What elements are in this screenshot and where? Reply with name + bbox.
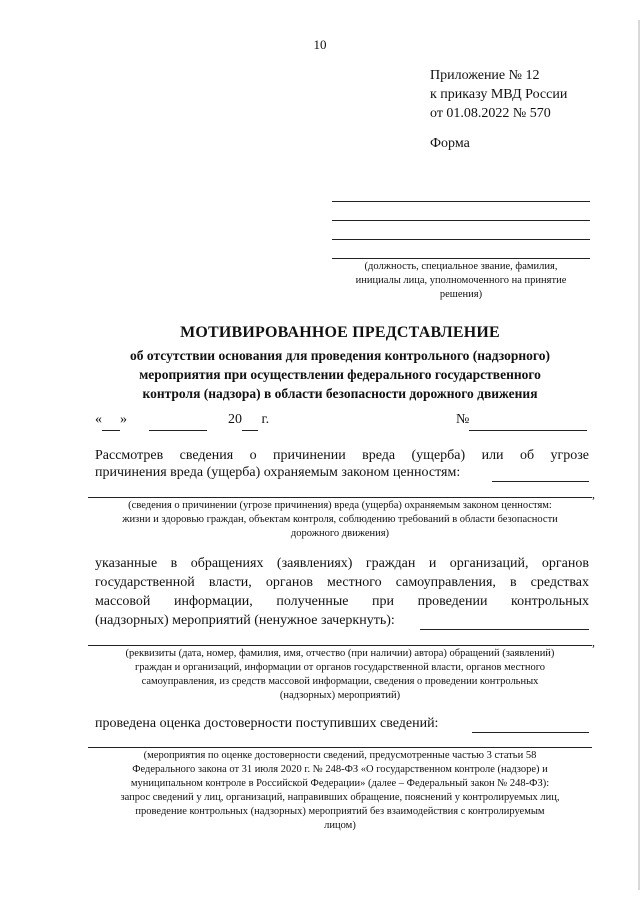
caption3-line-3: муниципальном контроле в Российской Федерации» (далее – Федеральный закон № 248-ФЗ): — [130, 778, 550, 789]
month-blank[interactable] — [149, 410, 207, 431]
caption2-line-4: (надзорных) мероприятий) — [279, 690, 401, 701]
date-field — [95, 410, 269, 431]
para2-blank[interactable] — [420, 629, 589, 630]
year-blank[interactable] — [242, 410, 258, 431]
para1-line-1: Рассмотрев сведения о причинении вреда (ущерба) или об угрозе — [95, 448, 589, 463]
addressee-line-1[interactable] — [332, 201, 590, 202]
page-number: 10 — [313, 37, 327, 52]
caption2-line-1: (реквизиты (дата, номер, фамилия, имя, отчество (при наличии) автора) обращений (заявлений) — [125, 648, 555, 659]
requisites-line[interactable] — [88, 645, 592, 646]
line-comma: , — [592, 487, 595, 501]
caption3-line-2: Федерального закона от 31 июля 2020 г. № 248-ФЗ «О государственном контроле (надзоре) и — [132, 764, 548, 775]
caption1-line-2: жизни и здоровью граждан, объектам контроля, соблюдению требований в области безопасности — [122, 514, 558, 525]
addressee-caption-line-1: (должность, специальное звание, фамилия, — [364, 261, 558, 272]
form-label: Форма — [430, 136, 470, 151]
caption3-line-4: запрос сведений у лиц, организаций, направивших обращение, пояснений у контролируемых лиц, — [120, 792, 560, 803]
caption-requisites — [76, 647, 604, 703]
appendix-header — [430, 66, 567, 123]
subtitle-line-1: об отсутствии основания для проведения контрольного (надзорного) — [130, 348, 550, 363]
caption3-line-6: лицом) — [324, 820, 356, 831]
appendix-line-3: от 01.08.2022 № 570 — [430, 106, 551, 121]
addressee-caption-line-3: решения) — [439, 289, 483, 300]
year-prefix: 20 — [228, 412, 242, 427]
appendix-line-1: Приложение № 12 — [430, 68, 540, 83]
damage-info-line[interactable] — [88, 497, 592, 498]
para3-blank[interactable] — [472, 732, 589, 733]
caption1-line-3: дорожного движения) — [290, 528, 390, 539]
para1-blank[interactable] — [492, 481, 589, 482]
caption2-line-2: граждан и организаций, информации от органов государственной власти, органов местного — [134, 662, 546, 673]
document-subtitle — [60, 346, 620, 403]
addressee-line-3[interactable] — [332, 239, 590, 240]
para2-line-2: государственной власти, органов местного самоуправления, в средствах — [95, 575, 589, 590]
addressee-line-2[interactable] — [332, 220, 590, 221]
appendix-line-2: к приказу МВД России — [430, 87, 568, 102]
para2-line-1: указанные в обращениях (заявлениях) граждан и организаций, органов — [95, 556, 589, 571]
number-sign: № — [456, 412, 470, 427]
date-close-quote: » — [120, 412, 127, 427]
caption2-line-3: самоуправления, из средств массовой информации, сведения о проведении контрольных — [141, 676, 539, 687]
date-open-quote: « — [95, 412, 102, 427]
number-blank[interactable] — [469, 410, 587, 431]
line-comma-2: , — [592, 635, 595, 649]
caption3-line-1: (мероприятия по оценке достоверности сведений, предусмотренные частью 3 статьи 58 — [143, 750, 537, 761]
para1-line-2: причинения вреда (ущерба) охраняемым законом ценностям: — [95, 465, 461, 480]
year-suffix: г. — [261, 412, 270, 427]
addressee-caption-line-2: инициалы лица, уполномоченного на принятие — [355, 275, 567, 286]
para2-line-4: (надзорных) мероприятий (ненужное зачеркнуть): — [95, 613, 395, 628]
para2-line-3: массовой информации, полученные при проведении контрольных — [95, 594, 589, 609]
day-blank[interactable] — [102, 410, 120, 431]
addressee-line-4[interactable] — [332, 258, 590, 259]
document-title: МОТИВИРОВАННОЕ ПРЕДСТАВЛЕНИЕ — [180, 324, 500, 341]
number-field — [456, 410, 587, 431]
subtitle-line-3: контроля (надзора) в области безопасности дорожного движения — [142, 386, 538, 401]
subtitle-line-2: мероприятия при осуществлении федерального государственного — [139, 367, 541, 382]
verification-line[interactable] — [88, 747, 592, 748]
caption-damage-info — [76, 499, 604, 541]
addressee-caption — [330, 260, 592, 302]
para3-text: проведена оценка достоверности поступивших сведений: — [95, 716, 439, 731]
caption1-line-1: (сведения о причинении (угрозе причинения) вреда (ущерба) охраняемым законом ценностям: — [128, 500, 552, 511]
caption-verification — [76, 749, 604, 833]
caption3-line-5: проведение контрольных (надзорных) мероприятий без взаимодействия с контролируемым — [135, 806, 545, 817]
